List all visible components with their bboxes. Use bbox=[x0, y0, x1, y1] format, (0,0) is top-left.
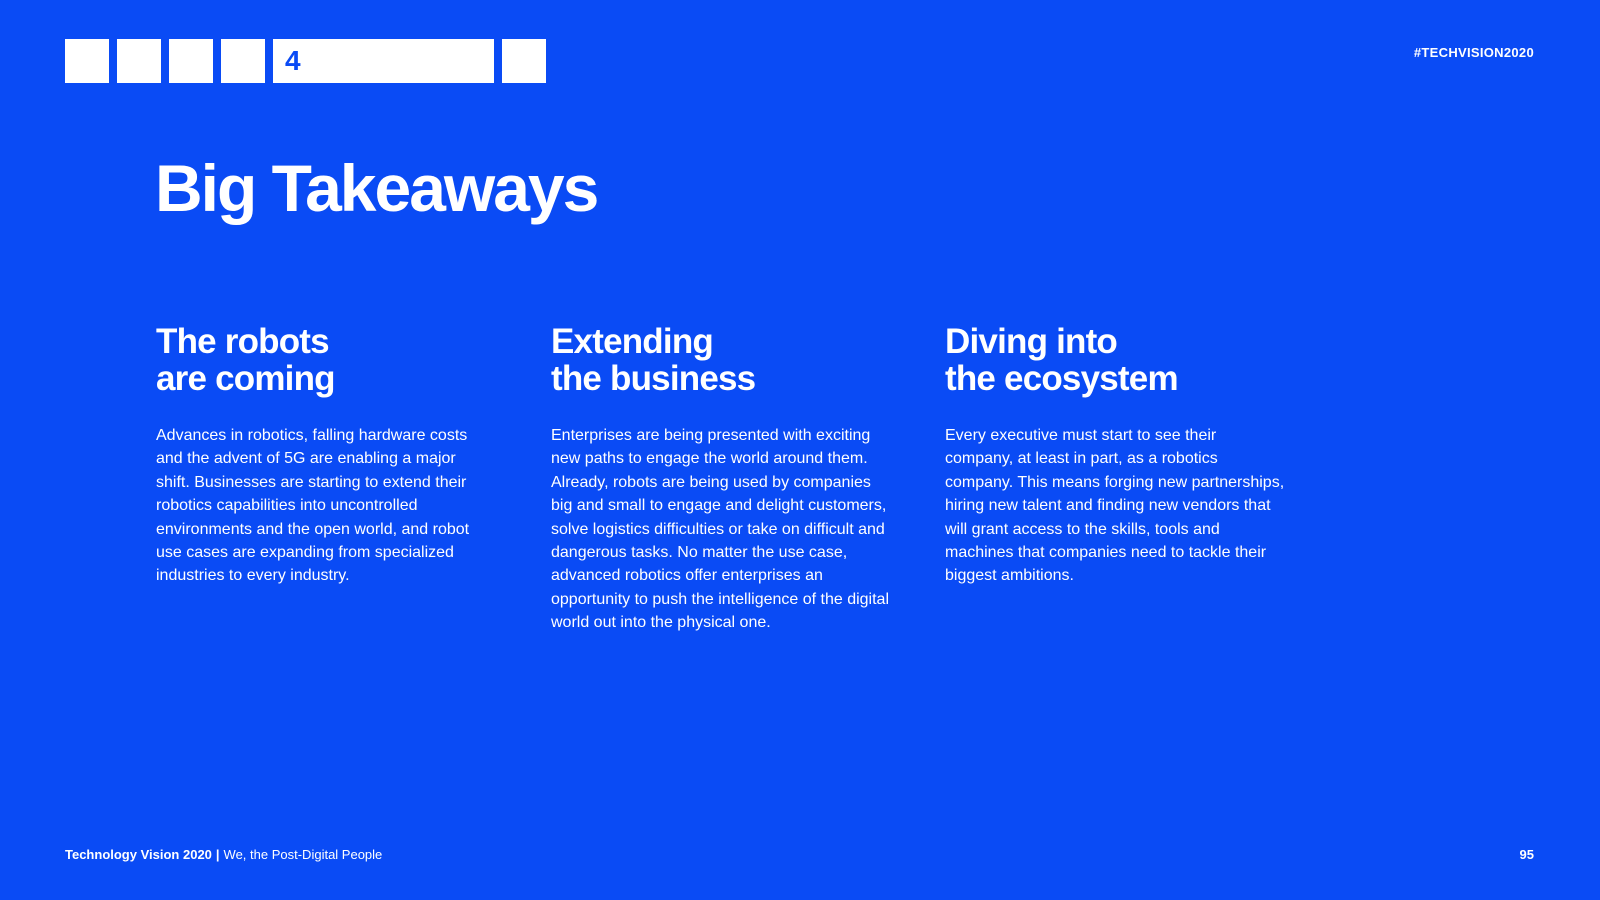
hashtag: #TECHVISION2020 bbox=[1413, 45, 1534, 60]
nav-section-2[interactable] bbox=[117, 39, 161, 83]
takeaway-column-1 bbox=[156, 323, 476, 588]
takeaway-column-3 bbox=[945, 323, 1285, 588]
section-nav bbox=[65, 39, 546, 83]
footer bbox=[65, 847, 382, 862]
takeaway-heading-2: Extending the business bbox=[551, 322, 756, 398]
nav-section-6[interactable] bbox=[502, 39, 546, 83]
page-number: 95 bbox=[1519, 847, 1534, 862]
page-title: Big Takeaways bbox=[155, 151, 598, 225]
footer-brand: Technology Vision 2020 bbox=[65, 847, 212, 862]
takeaway-body-1: Advances in robotics, falling hardware costs and the advent of 5G are enabling a major shift. Businesses are starting to extend their robotics capabilities into uncontrolled environments and the open world, and robot use cases are expanding from specialized industries to every industry. bbox=[156, 427, 470, 585]
footer-separator: | bbox=[215, 847, 220, 862]
nav-section-4[interactable] bbox=[221, 39, 265, 83]
footer-subtitle: We, the Post-Digital People bbox=[223, 847, 383, 862]
takeaway-body-3: Every executive must start to see their company, at least in part, as a robotics company. This means forging new partnerships, hiring new talent and finding new vendors that will grant access to the skills, tools and machines that companies need to tackle their biggest ambitions. bbox=[945, 427, 1285, 585]
nav-section-active[interactable]: 4 bbox=[273, 39, 494, 83]
takeaway-heading-3: Diving into the ecosystem bbox=[945, 322, 1178, 398]
nav-section-1[interactable] bbox=[65, 39, 109, 83]
takeaway-body-2: Enterprises are being presented with exciting new paths to engage the world around them. Already, robots are being used by companies big and small to engage and delight customers, solve logistics difficulties or take on difficult and dangerous tasks. No matter the use case, advanced robotics offer enterprises an opportunity to push the intelligence of the digital world out into the physical one. bbox=[551, 427, 890, 632]
takeaway-heading-1: The robots are coming bbox=[156, 322, 335, 398]
nav-section-3[interactable] bbox=[169, 39, 213, 83]
takeaway-column-2 bbox=[551, 323, 891, 635]
